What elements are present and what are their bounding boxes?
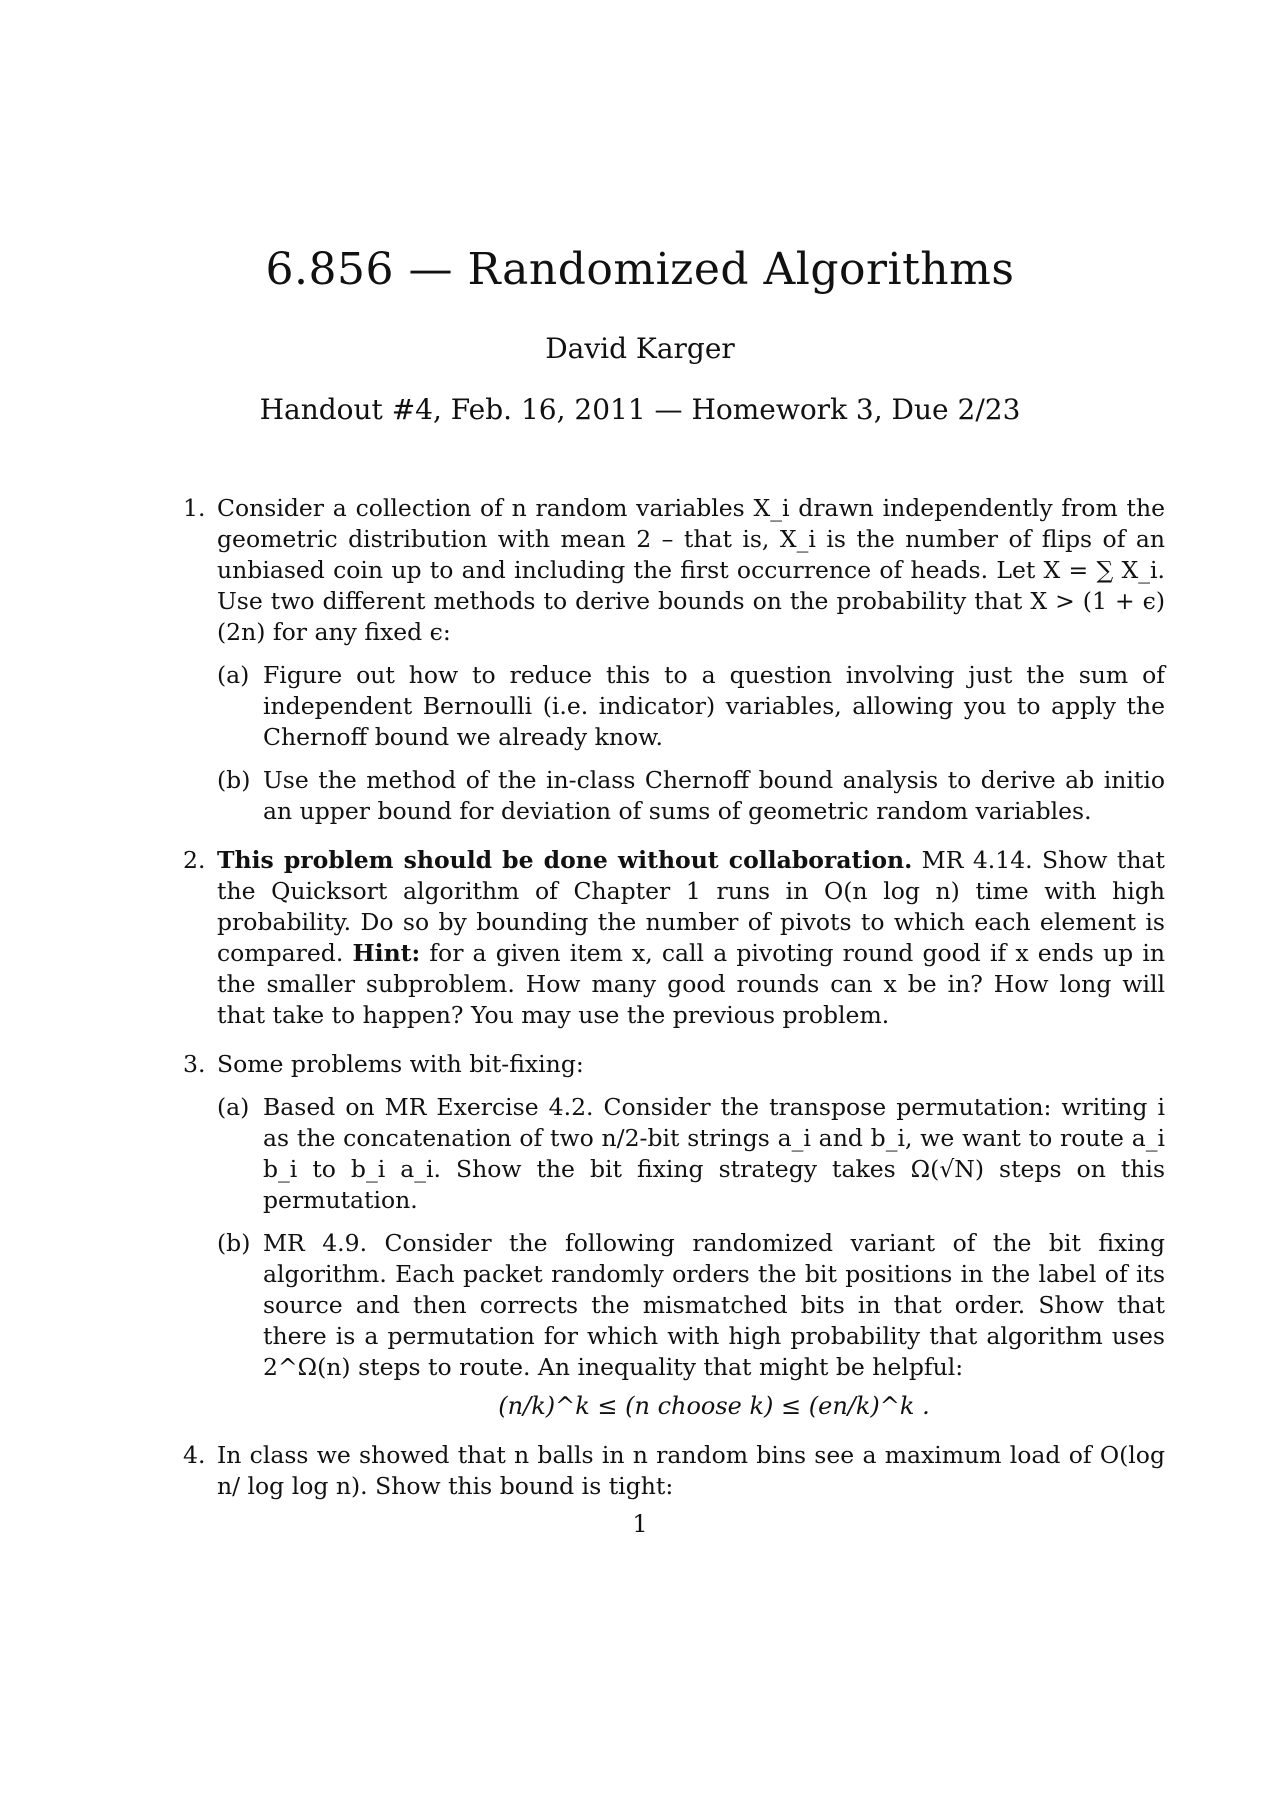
problem-text: In class we showed that n balls in n random bins see a maximum load of O(log n/ log log n). Show this bound is tight: [217, 1441, 1165, 1500]
part-text: Use the method of the in-class Chernoff bound analysis to derive ab initio an upper bound for deviation of sums of geometric random variables. [263, 766, 1165, 825]
part-label: (b) [217, 1229, 251, 1257]
page-title: 6.856 — Randomized Algorithms [265, 244, 1015, 295]
part-label: (b) [217, 766, 251, 794]
problem-number: 2. [183, 846, 206, 874]
author-name: David Karger [545, 332, 735, 365]
problem-part [217, 765, 1165, 827]
part-label: (a) [217, 661, 250, 689]
handout-info: Handout #4, Feb. 16, 2011 — Homework 3, Due 2/23 [259, 393, 1021, 426]
problem-part [217, 1228, 1165, 1422]
part-text: MR 4.9. Consider the following randomized variant of the bit fixing algorithm. Each packet randomly orders the bit positions in the label of its source and then corrects the mismatched bits in that order. Show that there is a permutation for which with high probability that algorithm uses 2^Ω(n) steps to route. An inequality that might be helpful: [263, 1229, 1165, 1381]
hint-label: Hint: [352, 939, 421, 967]
problem-text [217, 845, 1165, 1031]
problem-text: Some problems with bit-fixing: [217, 1050, 584, 1078]
problem-number: 4. [183, 1441, 206, 1469]
inequality-formula: (n/k)^k ≤ (n choose k) ≤ (en/k)^k . [498, 1392, 930, 1420]
problem-1 [180, 493, 1165, 827]
problem-body: MR 4.14. Show that the Quicksort algorithm of Chapter 1 runs in O(n log n) time with high probability. Do so by bounding the number of pivots to which each element is compared. [217, 846, 1165, 967]
collaboration-notice: This problem should be done without collaboration. [217, 846, 913, 874]
problem-number: 3. [183, 1050, 206, 1078]
problem-list [180, 493, 1165, 1520]
problem-3 [180, 1049, 1165, 1422]
problem-2 [180, 845, 1165, 1031]
part-text: Figure out how to reduce this to a question involving just the sum of independent Bernoulli (i.e. indicator) variables, allowing you to apply the Chernoff bound we already know. [263, 661, 1165, 751]
problem-number: 1. [183, 494, 206, 522]
part-label: (a) [217, 1093, 250, 1121]
hint-text: for a given item x, call a pivoting round good if x ends up in the smaller subproblem. How many good rounds can x be in? How long will that take to happen? You may use the previous problem. [217, 939, 1165, 1029]
problem-part [217, 660, 1165, 753]
part-text: Based on MR Exercise 4.2. Consider the transpose permutation: writing i as the concatenation of two n/2-bit strings a_i and b_i, we want to route a_i b_i to b_i a_i. Show the bit fixing strategy takes Ω(√N) steps on this permutation. [263, 1093, 1165, 1214]
problem-text: Consider a collection of n random variables X_i drawn independently from the geometric distribution with mean 2 – that is, X_i is the number of flips of an unbiased coin up to and including the first occurrence of heads. Let X = ∑ X_i. Use two different methods to derive bounds on the probability that X > (1 + ϵ)(2n) for any fixed ϵ: [217, 494, 1165, 646]
page-number: 1 [632, 1510, 648, 1538]
problem-part [217, 1092, 1165, 1216]
problem-4 [180, 1440, 1165, 1502]
